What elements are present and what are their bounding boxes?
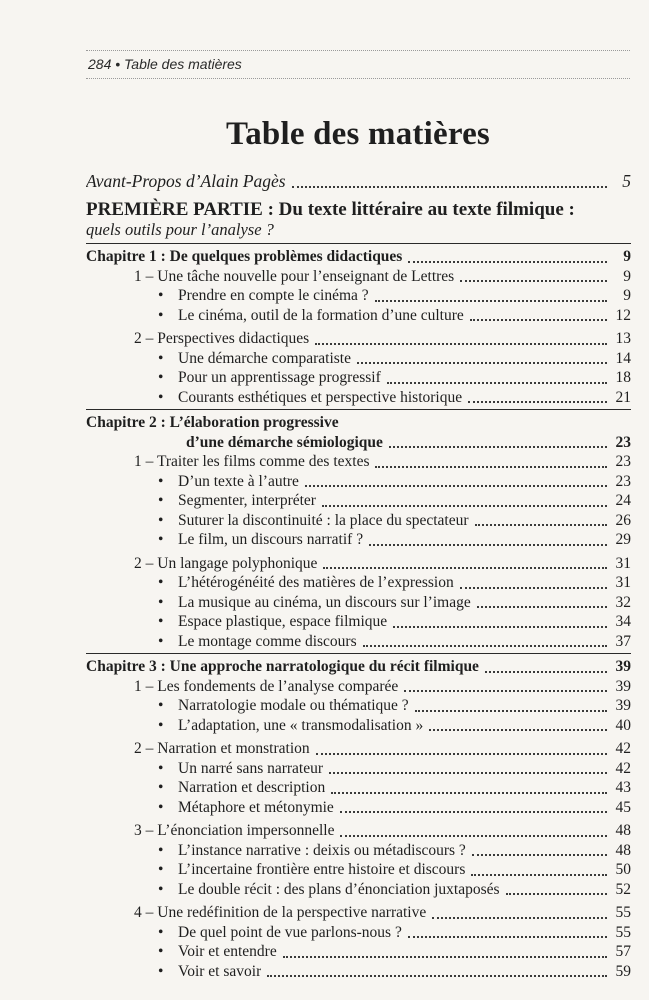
bullet-icon: •	[158, 613, 164, 630]
item-entry-text: Le double récit : des plans d’énonciation juxtaposés	[178, 880, 500, 898]
top-rule	[86, 50, 630, 51]
foreword-page: 5	[622, 171, 631, 191]
item-entry-text: Le cinéma, outil de la formation d’une culture	[178, 306, 464, 324]
leader-dots	[475, 524, 607, 526]
leader-dots	[471, 874, 607, 876]
item-entry-page: 42	[615, 759, 631, 777]
item-entry-label	[158, 759, 323, 779]
item-entry[interactable]	[86, 349, 631, 369]
item-entry-page: 9	[623, 287, 631, 304]
leader-dots	[387, 382, 607, 384]
item-entry-label	[158, 530, 363, 550]
leader-dots	[267, 975, 607, 977]
leader-dots	[375, 300, 607, 302]
item-entry-page: 34	[615, 613, 631, 630]
leader-dots	[485, 671, 607, 673]
section-entry-page: 31	[615, 554, 631, 572]
bullet-icon: •	[158, 923, 164, 941]
header-rule	[86, 78, 630, 79]
item-entry[interactable]	[86, 286, 631, 306]
item-entry-label	[158, 880, 500, 900]
item-entry-text: Narratologie modale ou thématique ?	[178, 697, 409, 714]
item-entry-page: 57	[615, 943, 631, 960]
item-entry[interactable]	[86, 632, 631, 652]
item-entry[interactable]	[86, 511, 631, 531]
leader-dots	[323, 567, 607, 569]
item-entry-page: 21	[615, 388, 631, 406]
chapter-list	[86, 243, 631, 981]
item-entry-text: L’adaptation, une « transmodalisation »	[178, 716, 424, 734]
leader-dots	[340, 835, 607, 837]
item-entry-label	[158, 368, 381, 388]
item-entry[interactable]	[86, 696, 631, 716]
chapter-separator	[86, 243, 631, 244]
chapter-separator	[86, 653, 631, 654]
chapter-heading-line: Chapitre 2 : L’élaboration progressive	[86, 414, 339, 431]
item-entry-text: Voir et savoir	[178, 962, 262, 980]
bullet-icon: •	[158, 632, 164, 650]
item-entry[interactable]	[86, 759, 631, 779]
item-entry-page: 48	[615, 841, 631, 859]
bullet-icon: •	[158, 287, 164, 304]
section-entry-label: 2 – Narration et monstration	[134, 740, 310, 757]
item-entry-page: 43	[615, 779, 631, 796]
item-entry-text: D’un texte à l’autre	[178, 472, 299, 490]
item-entry-text: Segmenter, interpréter	[178, 492, 316, 509]
item-entry-page: 18	[615, 369, 631, 386]
bullet-icon: •	[158, 697, 164, 714]
leader-dots	[506, 893, 607, 895]
item-entry[interactable]	[86, 880, 631, 900]
bullet-icon: •	[158, 716, 164, 734]
leader-dots	[477, 606, 607, 608]
item-entry-text: Narration et description	[178, 779, 326, 796]
item-entry-label	[158, 841, 466, 861]
item-entry[interactable]	[86, 798, 631, 818]
section-entry-label: 1 – Les fondements de l’analyse comparée	[134, 677, 399, 695]
chapter-entry-label: Chapitre 3 : Une approche narratologique du récit filmique	[86, 658, 479, 675]
item-entry-page: 45	[615, 798, 631, 816]
item-entry-label	[158, 573, 454, 593]
leader-dots	[408, 936, 607, 938]
section-entry-page: 23	[615, 453, 631, 470]
table-of-contents	[86, 170, 631, 981]
item-entry-label	[158, 349, 351, 369]
item-entry[interactable]	[86, 841, 631, 861]
item-entry-label	[158, 716, 423, 736]
item-entry-text: Le film, un discours narratif ?	[178, 531, 364, 548]
chapter-entry-page: 39	[615, 658, 631, 675]
item-entry-page: 32	[615, 593, 631, 611]
item-entry-text: L’instance narrative : deixis ou métadiscours ?	[178, 841, 466, 859]
leader-dots	[329, 772, 607, 774]
leader-dots	[393, 626, 607, 628]
item-entry-text: L’hétérogénéité des matières de l’expression	[178, 574, 454, 591]
item-entry[interactable]	[86, 593, 631, 613]
item-entry-page: 50	[615, 861, 631, 878]
item-entry[interactable]	[86, 388, 631, 408]
bullet-icon: •	[158, 759, 164, 777]
section-entry[interactable]	[86, 677, 631, 697]
part-subtitle: quels outils pour l’analyse ?	[86, 220, 274, 239]
bullet-icon: •	[158, 943, 164, 960]
item-entry-label	[158, 472, 299, 492]
item-entry-text: De quel point de vue parlons-nous ?	[178, 923, 402, 941]
page-title: Table des matières	[226, 116, 490, 152]
item-entry-page: 14	[615, 349, 631, 367]
item-entry-page: 59	[615, 962, 631, 980]
leader-dots	[283, 956, 607, 958]
item-entry[interactable]	[86, 491, 631, 511]
leader-dots	[357, 362, 607, 364]
bullet-icon: •	[158, 472, 164, 490]
bullet-icon: •	[158, 841, 164, 859]
section-entry-page: 55	[615, 904, 631, 921]
item-entry[interactable]	[86, 962, 631, 982]
item-entry-label	[158, 778, 325, 798]
item-entry[interactable]	[86, 573, 631, 593]
section-entry[interactable]	[86, 452, 631, 472]
foreword-entry[interactable]	[86, 170, 631, 192]
item-entry[interactable]	[86, 368, 631, 388]
bullet-icon: •	[158, 369, 164, 386]
bullet-icon: •	[158, 962, 164, 980]
chapter-entry[interactable]	[86, 247, 631, 267]
item-entry-text: Métaphore et métonymie	[178, 798, 334, 816]
chapter-entry[interactable]	[86, 657, 631, 677]
item-entry-label	[158, 942, 277, 962]
leader-dots	[331, 792, 607, 794]
bullet-icon: •	[158, 531, 164, 548]
item-entry[interactable]	[86, 942, 631, 962]
item-entry-label	[158, 860, 465, 880]
item-entry[interactable]	[86, 778, 631, 798]
leader-dots	[305, 485, 607, 487]
item-entry-page: 29	[615, 531, 631, 548]
section-entry-label: 3 – L’énonciation impersonnelle	[134, 822, 335, 839]
item-entry-text: Pour un apprentissage progressif	[178, 369, 381, 386]
bullet-icon: •	[158, 779, 164, 796]
item-entry-label	[158, 632, 357, 652]
item-entry-text: Espace plastique, espace filmique	[178, 613, 388, 630]
section-entry-label: 4 – Une redéfinition de la perspective narrative	[134, 904, 427, 921]
item-entry-page: 40	[615, 716, 631, 734]
item-entry-page: 39	[615, 697, 631, 714]
leader-dots	[322, 505, 607, 507]
item-entry-page: 55	[615, 923, 631, 941]
chapter-entry-label: Chapitre 1 : De quelques problèmes didactiques	[86, 248, 403, 265]
bullet-icon: •	[158, 880, 164, 898]
item-entry[interactable]	[86, 612, 631, 632]
leader-dots	[408, 261, 607, 263]
bullet-icon: •	[158, 388, 164, 406]
section-entry-page: 48	[615, 822, 631, 839]
item-entry-label	[158, 612, 387, 632]
section-entry-label: 2 – Un langage polyphonique	[134, 554, 318, 572]
item-entry-label	[158, 593, 471, 613]
item-entry[interactable]	[86, 306, 631, 326]
bullet-icon: •	[158, 511, 164, 529]
chapter-entry[interactable]	[86, 433, 631, 453]
leader-dots	[470, 319, 607, 321]
item-entry-page: 12	[615, 306, 631, 324]
item-entry[interactable]	[86, 860, 631, 880]
item-entry-label	[158, 798, 334, 818]
section-entry-label: 2 – Perspectives didactiques	[134, 330, 310, 347]
section-entry-page: 42	[615, 740, 631, 757]
leader-dots	[460, 587, 607, 589]
section-entry-label: 1 – Traiter les films comme des textes	[134, 453, 370, 470]
item-entry-page: 31	[615, 574, 631, 591]
item-entry-text: Voir et entendre	[178, 943, 277, 960]
item-entry-text: Courants esthétiques et perspective historique	[178, 388, 463, 406]
bullet-icon: •	[158, 861, 164, 878]
item-entry-page: 37	[615, 632, 631, 650]
leader-dots	[432, 917, 607, 919]
leader-dots	[460, 280, 607, 282]
item-entry-label	[158, 696, 409, 716]
leader-dots	[375, 466, 607, 468]
item-entry-text: Un narré sans narrateur	[178, 759, 324, 777]
bullet-icon: •	[158, 306, 164, 324]
section-entry-page: 39	[615, 677, 631, 695]
section-entry-label: 1 – Une tâche nouvelle pour l’enseignant de Lettres	[134, 267, 455, 285]
item-entry[interactable]	[86, 716, 631, 736]
section-entry-page: 9	[623, 267, 631, 285]
chapter-page: 23	[615, 433, 631, 451]
item-entry-label	[158, 286, 369, 306]
running-head: 284 • Table des matières	[88, 56, 242, 72]
leader-dots	[292, 186, 607, 188]
leader-dots	[468, 401, 607, 403]
item-entry-page: 24	[615, 492, 631, 509]
leader-dots	[363, 645, 607, 647]
chapter-label: d’une démarche sémiologique	[186, 433, 383, 451]
leader-dots	[389, 446, 607, 448]
bullet-icon: •	[158, 492, 164, 509]
foreword-label: Avant-Propos d’Alain Pagès	[86, 171, 286, 191]
bullet-icon: •	[158, 593, 164, 611]
leader-dots	[369, 544, 607, 546]
section-entry[interactable]	[86, 554, 631, 574]
item-entry-text: Une démarche comparatiste	[178, 349, 351, 367]
item-entry-page: 23	[615, 472, 631, 490]
bullet-icon: •	[158, 574, 164, 591]
item-entry-page: 26	[615, 511, 631, 529]
item-entry[interactable]	[86, 530, 631, 550]
item-entry-label	[158, 306, 464, 326]
section-entry[interactable]	[86, 267, 631, 287]
item-entry[interactable]	[86, 472, 631, 492]
leader-dots	[404, 690, 607, 692]
item-entry-text: Prendre en compte le cinéma ?	[178, 287, 369, 304]
leader-dots	[315, 343, 607, 345]
leader-dots	[472, 854, 607, 856]
section-entry[interactable]	[86, 739, 631, 759]
bullet-icon: •	[158, 798, 164, 816]
item-entry-label	[158, 388, 462, 408]
item-entry-label	[158, 923, 402, 943]
section-entry-page: 13	[615, 330, 631, 347]
chapter-entry-page: 9	[623, 248, 631, 265]
part-title: PREMIÈRE PARTIE : Du texte littéraire au texte filmique :	[86, 199, 575, 220]
item-entry-label	[158, 962, 261, 982]
section-entry[interactable]	[86, 821, 631, 841]
item-entry-label	[158, 491, 316, 511]
item-entry-text: Suturer la discontinuité : la place du spectateur	[178, 511, 469, 529]
bullet-icon: •	[158, 349, 164, 367]
leader-dots	[316, 753, 607, 755]
item-entry-text: L’incertaine frontière entre histoire et discours	[178, 861, 466, 878]
leader-dots	[415, 710, 607, 712]
item-entry-label	[158, 511, 469, 531]
section-entry[interactable]	[86, 903, 631, 923]
section-entry[interactable]	[86, 329, 631, 349]
item-entry-page: 52	[615, 880, 631, 898]
item-entry-text: La musique au cinéma, un discours sur l’image	[178, 593, 471, 611]
item-entry-text: Le montage comme discours	[178, 632, 357, 650]
leader-dots	[429, 729, 607, 731]
item-entry[interactable]	[86, 923, 631, 943]
chapter-separator	[86, 409, 631, 410]
leader-dots	[340, 811, 607, 813]
